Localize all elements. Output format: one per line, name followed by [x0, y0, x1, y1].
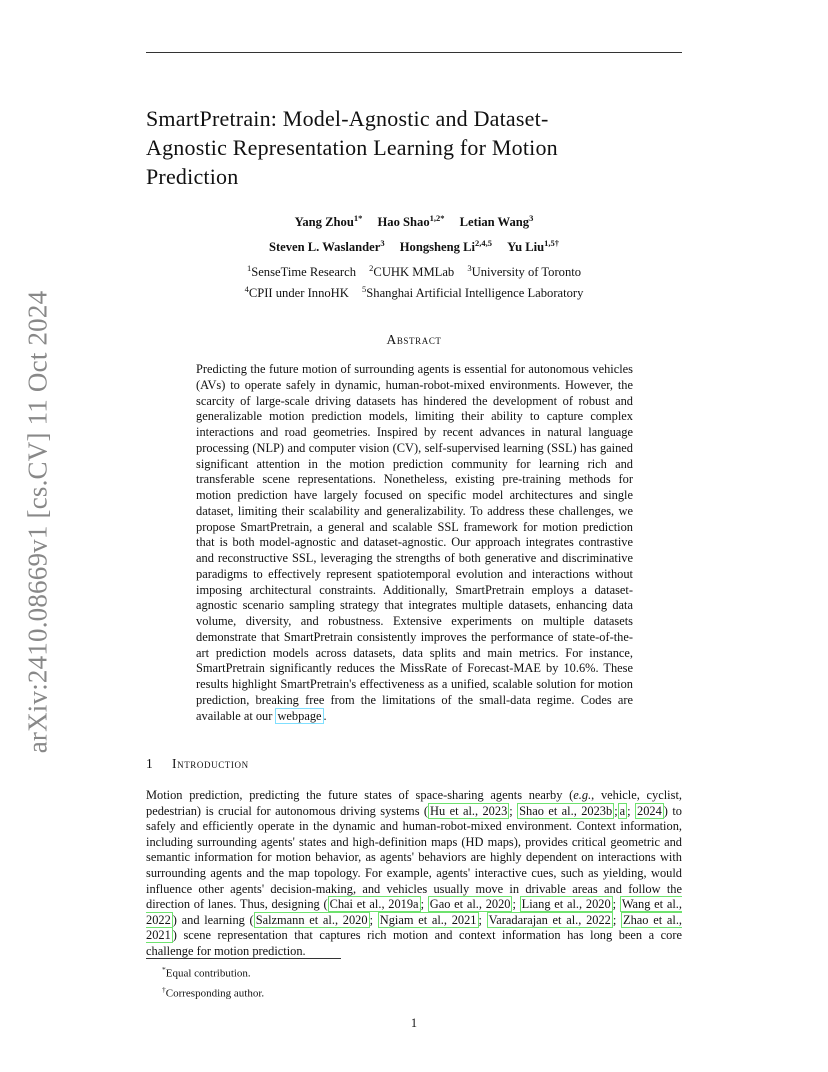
author: Yu Liu$^{1,5\dagger}$ — [507, 238, 560, 255]
citation-link[interactable]: Wang et al., 2022 — [146, 897, 682, 927]
author-list — [146, 208, 682, 258]
arxiv-identifier-text: arXiv:2410.08669v1 [cs.CV] 11 Oct 2024 — [22, 290, 53, 754]
citation-link[interactable]: Ngiam et al., 2021 — [379, 912, 477, 927]
title-line-1: SmartPretrain: Model-Agnostic and Dataset- — [146, 106, 549, 131]
citation-link[interactable]: Liang et al., 2020 — [521, 897, 611, 912]
abstract-heading: Abstract — [386, 332, 442, 347]
citation-link[interactable]: Hu et al., 2023 — [430, 803, 508, 818]
author-row-2 — [146, 233, 682, 258]
citation-link[interactable]: Salzmann et al., 2020 — [255, 912, 368, 927]
section-title: Introduction — [172, 756, 249, 771]
footnote-rule — [146, 958, 341, 959]
author: Hao Shao$^{1,2*}$ — [377, 213, 445, 230]
section-number: 1 — [146, 756, 154, 771]
title-line-2: Agnostic Representation Learning for Motion — [146, 135, 558, 160]
introduction-paragraph: Motion prediction, predicting the future states of space-sharing agents nearby (e.g., vehicle, cyclist, pedestrian) is crucial for autonomous driving systems ( Hu et al., 2023 ; Shao et al., 2023b ; a ; 2024 ) to safely and efficiently operate in the dynamic and human-robot-mixed environment. Context information, including surrounding agents' states and high-definition maps (HD maps), provides critical geometric and semantic information for motion behavior, as agents' behaviors are highly dependent on interactions with surrounding agents and the map topology. For example, agents' interactive cues, such as yielding, would influence other agents' decision-making, and vehicles usually move in drivable areas and follow the direction of lanes. Thus, designing ( Chai et al., 2019a ; Gao et al., 2020 ; Liang et al., 2020 ; Wang et al., 2022 ) and learning ( Salzmann et al., 2020 ; Ngiam et al., 2021 ; Varadarajan et al., 2022 ; Zhao et al., 2021 ) scene representation that captures rich motion and context information has long been a core challenge for motion prediction. — [146, 788, 683, 958]
abstract-body: Predicting the future motion of surrounding agents is essential for autonomous vehicles (AVs) to operate safely in dynamic, human-robot-mixed environments. However, the scarcity of large-scale driving datasets has hindered the development of robust and generalizable motion prediction models, limiting their ability to capture complex interactions and road geometries. Inspired by recent advances in natural language processing (NLP) and computer vision (CV), self-supervised learning (SSL) has gained significant attention in the motion prediction community for learning rich and transferable scene representations. Nonetheless, existing pre-training methods for motion prediction have largely focused on specific model architectures and single dataset, limiting their scalability and generalizability. To address these challenges, we propose SmartPretrain, a general and scalable SSL framework for motion prediction that is both model-agnostic and dataset-agnostic. Our approach integrates contrastive and reconstructive SSL, leveraging the strengths of both generative and discriminative paradigms to effectively represent spatiotemporal evolution and interactions without imposing architectural constraints. Additionally, SmartPretrain employs a dataset-agnostic scenario sampling strategy that integrates multiple datasets, enhancing data volume, diversity, and robustness. Extensive experiments on multiple datasets demonstrate that SmartPretrain consistently improves the performance of state-of-the-art prediction models across datasets, data splits and main metrics. For instance, SmartPretrain significantly reduces the MissRate of Forecast-MAE by 10.6%. These results highlight SmartPretrain's effectiveness as a unified, scalable solution for motion prediction, breaking free from the limitations of the small-data regime. Codes are available at our webpage . — [196, 362, 633, 723]
webpage-link[interactable]: webpage — [277, 708, 322, 723]
footnotes — [162, 962, 264, 1002]
author-row-1 — [146, 208, 682, 233]
citation-link[interactable]: a — [619, 803, 626, 818]
citation-link[interactable]: Chai et al., 2019a — [329, 897, 419, 912]
author: Hongsheng Li$^{2,4,5}$ — [399, 238, 492, 255]
citation-link[interactable]: Gao et al., 2020 — [429, 897, 511, 912]
citation-link[interactable]: Zhao et al., 2021 — [146, 912, 683, 943]
affiliation-list — [146, 260, 682, 302]
citation-link[interactable]: 2024 — [637, 803, 662, 818]
page-number: 1 — [410, 1016, 418, 1030]
affiliation: $^1$SenseTime Research — [246, 263, 357, 280]
affiliation: $^4$CPII under InnoHK — [244, 284, 349, 301]
section-heading-introduction — [146, 756, 249, 772]
affiliation: $^5$Shanghai Artificial Intelligence Laboratory — [362, 284, 584, 301]
title-line-3: Prediction — [146, 164, 239, 189]
paper-title — [146, 104, 706, 191]
author: Letian Wang$^3$ — [459, 213, 534, 230]
citation-link[interactable]: Varadarajan et al., 2022 — [488, 912, 611, 927]
top-rule — [146, 52, 682, 53]
affiliation-row-1 — [146, 260, 682, 281]
affiliation: $^3$University of Toronto — [467, 263, 582, 280]
affiliation-row-2 — [146, 281, 682, 302]
citation-link[interactable]: Shao et al., 2023b — [519, 803, 613, 818]
footnote-corresponding-author: †Corresponding author. — [162, 985, 265, 1000]
affiliation: $^2$CUHK MMLab — [369, 263, 455, 280]
footnote-equal-contribution: *Equal contribution. — [162, 965, 251, 980]
author: Yang Zhou$^{1*}$ — [294, 213, 363, 230]
author: Steven L. Waslander$^3$ — [268, 238, 385, 255]
